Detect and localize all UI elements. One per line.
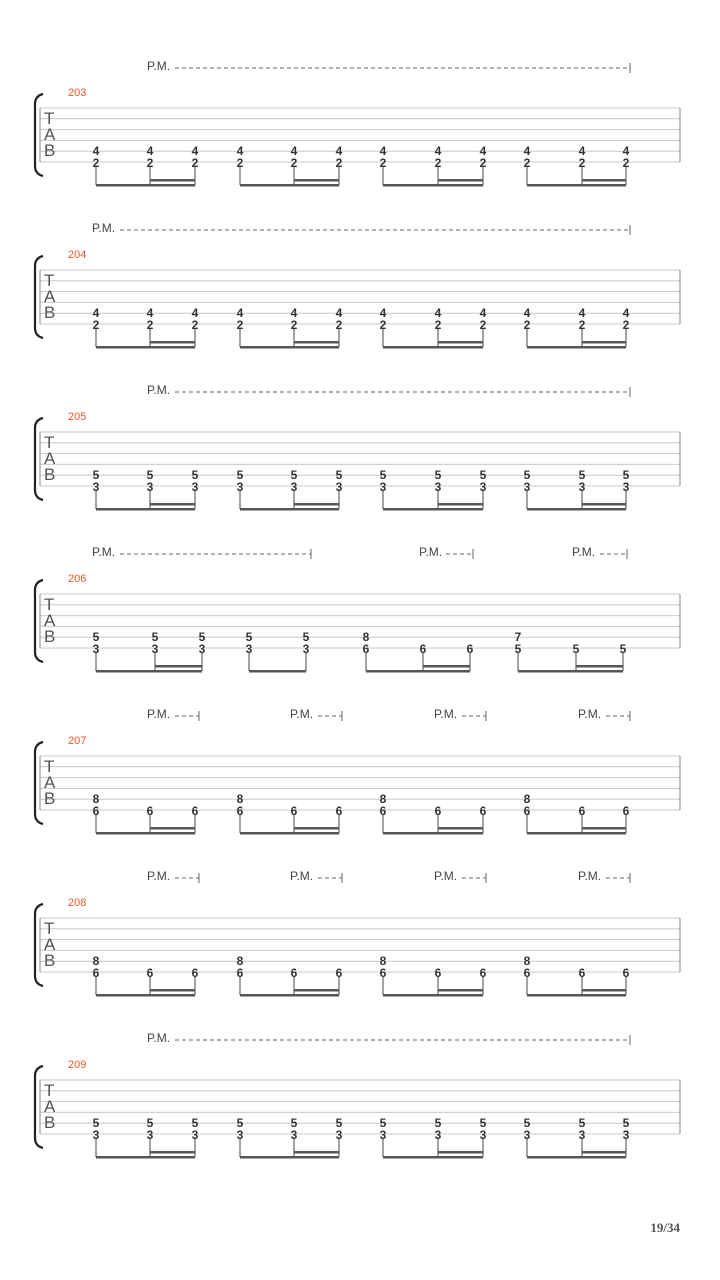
fret-number: 3 xyxy=(92,642,100,656)
fret-number: 8 xyxy=(236,954,244,969)
fret-number: 2 xyxy=(523,318,531,332)
fret-number: 6 xyxy=(335,804,343,818)
fret-number: 6 xyxy=(236,966,244,980)
fret-number: 3 xyxy=(434,1128,442,1142)
fret-number: 3 xyxy=(379,480,387,494)
fret-number: 4 xyxy=(290,306,298,321)
eighth-beam xyxy=(383,508,483,511)
palm-mute-label: P.M. xyxy=(147,707,171,721)
fret-number: 2 xyxy=(191,156,199,170)
sixteenth-beam xyxy=(294,1151,339,1154)
fret-number: 4 xyxy=(622,144,630,159)
fret-number: 3 xyxy=(578,480,586,494)
palm-mute-label: P.M. xyxy=(419,545,443,559)
fret-number: 6 xyxy=(191,804,199,818)
eighth-beam xyxy=(383,832,483,835)
fret-number: 4 xyxy=(434,144,442,159)
eighth-beam xyxy=(96,832,195,835)
eighth-beam xyxy=(383,994,483,997)
measure-number: 207 xyxy=(68,735,87,747)
fret-number: 2 xyxy=(290,156,298,170)
fret-number: 6 xyxy=(434,804,442,818)
fret-number: 3 xyxy=(290,480,298,494)
fret-number: 2 xyxy=(622,156,630,170)
fret-number: 6 xyxy=(92,966,100,980)
fret-number: 5 xyxy=(236,468,244,483)
fret-number: 5 xyxy=(514,642,522,656)
palm-mute-label: P.M. xyxy=(147,59,171,73)
fret-number: 4 xyxy=(379,144,387,159)
fret-number: 2 xyxy=(434,318,442,332)
fret-number: 4 xyxy=(191,306,199,321)
fret-number: 6 xyxy=(578,966,586,980)
fret-number: 5 xyxy=(479,468,487,483)
tab-clef-letter: A xyxy=(44,1097,56,1116)
system-bracket xyxy=(35,580,43,662)
fret-number: 3 xyxy=(191,480,199,494)
tab-clef-letter: T xyxy=(44,1081,55,1100)
palm-mute-label: P.M. xyxy=(92,221,116,235)
eighth-beam xyxy=(240,1156,339,1159)
fret-number: 6 xyxy=(622,966,630,980)
fret-number: 4 xyxy=(146,306,154,321)
palm-mute-label: P.M. xyxy=(92,545,116,559)
fret-number: 2 xyxy=(236,318,244,332)
fret-number: 5 xyxy=(578,1116,586,1131)
tab-clef-letter: T xyxy=(44,109,55,128)
sixteenth-beam xyxy=(155,665,202,668)
system-bracket xyxy=(35,1066,43,1148)
fret-number: 4 xyxy=(236,144,244,159)
fret-number: 3 xyxy=(479,480,487,494)
eighth-beam xyxy=(96,670,202,673)
fret-number: 2 xyxy=(191,318,199,332)
fret-number: 4 xyxy=(523,144,531,159)
sixteenth-beam xyxy=(438,1151,483,1154)
palm-mute-label: P.M. xyxy=(147,869,171,883)
fret-number: 2 xyxy=(146,156,154,170)
sixteenth-beam xyxy=(582,341,626,344)
sixteenth-beam xyxy=(150,503,195,506)
fret-number: 3 xyxy=(335,1128,343,1142)
fret-number: 2 xyxy=(434,156,442,170)
fret-number: 3 xyxy=(523,1128,531,1142)
fret-number: 2 xyxy=(379,318,387,332)
tab-clef-letter: A xyxy=(44,773,56,792)
tab-clef-letter: B xyxy=(44,1113,56,1132)
fret-number: 6 xyxy=(379,966,387,980)
sixteenth-beam xyxy=(438,989,483,992)
tab-clef-letter: B xyxy=(44,951,56,970)
fret-number: 6 xyxy=(578,804,586,818)
fret-number: 4 xyxy=(335,306,343,321)
sixteenth-beam xyxy=(294,989,339,992)
fret-number: 3 xyxy=(302,642,310,656)
sixteenth-beam xyxy=(150,1151,195,1154)
fret-number: 6 xyxy=(146,966,154,980)
fret-number: 5 xyxy=(622,468,630,483)
fret-number: 3 xyxy=(198,642,206,656)
fret-number: 5 xyxy=(302,630,310,645)
measure-number: 208 xyxy=(68,897,87,909)
fret-number: 8 xyxy=(236,792,244,807)
fret-number: 8 xyxy=(92,954,100,969)
tab-clef-letter: A xyxy=(44,287,56,306)
fret-number: 5 xyxy=(523,1116,531,1131)
sixteenth-beam xyxy=(576,665,623,668)
measure-number: 206 xyxy=(68,573,87,585)
fret-number: 3 xyxy=(379,1128,387,1142)
fret-number: 6 xyxy=(236,804,244,818)
sixteenth-beam xyxy=(294,179,339,182)
fret-number: 5 xyxy=(290,468,298,483)
fret-number: 2 xyxy=(92,318,100,332)
sixteenth-beam xyxy=(582,1151,626,1154)
fret-number: 2 xyxy=(379,156,387,170)
fret-number: 4 xyxy=(479,144,487,159)
fret-number: 3 xyxy=(245,642,253,656)
fret-number: 5 xyxy=(191,468,199,483)
page-number: 19/34 xyxy=(650,1220,680,1235)
fret-number: 5 xyxy=(434,1116,442,1131)
tab-clef-letter: T xyxy=(44,433,55,452)
fret-number: 5 xyxy=(191,1116,199,1131)
palm-mute-label: P.M. xyxy=(147,1031,171,1045)
palm-mute-label: P.M. xyxy=(578,869,602,883)
system-bracket xyxy=(35,94,43,176)
fret-number: 3 xyxy=(191,1128,199,1142)
fret-number: 6 xyxy=(379,804,387,818)
fret-number: 4 xyxy=(146,144,154,159)
eighth-beam xyxy=(527,832,626,835)
fret-number: 2 xyxy=(92,156,100,170)
eighth-beam xyxy=(96,994,195,997)
eighth-beam xyxy=(527,346,626,349)
fret-number: 7 xyxy=(514,630,522,645)
fret-number: 4 xyxy=(578,306,586,321)
fret-number: 3 xyxy=(151,642,159,656)
system-bracket xyxy=(35,904,43,986)
fret-number: 8 xyxy=(362,630,370,645)
fret-number: 6 xyxy=(479,804,487,818)
eighth-beam xyxy=(96,346,195,349)
fret-number: 6 xyxy=(419,642,427,656)
fret-number: 3 xyxy=(479,1128,487,1142)
fret-number: 6 xyxy=(362,642,370,656)
fret-number: 4 xyxy=(236,306,244,321)
fret-number: 6 xyxy=(290,966,298,980)
fret-number: 5 xyxy=(92,630,100,645)
fret-number: 2 xyxy=(622,318,630,332)
fret-number: 8 xyxy=(379,792,387,807)
fret-number: 3 xyxy=(434,480,442,494)
tab-clef-letter: B xyxy=(44,627,56,646)
fret-number: 2 xyxy=(335,156,343,170)
fret-number: 5 xyxy=(622,1116,630,1131)
fret-number: 4 xyxy=(92,144,100,159)
fret-number: 3 xyxy=(92,480,100,494)
fret-number: 3 xyxy=(236,1128,244,1142)
palm-mute-label: P.M. xyxy=(434,707,458,721)
fret-number: 8 xyxy=(523,954,531,969)
fret-number: 5 xyxy=(619,642,627,656)
fret-number: 6 xyxy=(290,804,298,818)
sixteenth-beam xyxy=(150,341,195,344)
system-bracket xyxy=(35,256,43,338)
eighth-beam xyxy=(383,346,483,349)
sixteenth-beam xyxy=(438,827,483,830)
fret-number: 3 xyxy=(578,1128,586,1142)
sixteenth-beam xyxy=(582,179,626,182)
fret-number: 3 xyxy=(622,480,630,494)
palm-mute-label: P.M. xyxy=(290,707,314,721)
measure-number: 203 xyxy=(68,87,87,99)
sixteenth-beam xyxy=(150,179,195,182)
fret-number: 6 xyxy=(622,804,630,818)
eighth-beam xyxy=(96,184,195,187)
sixteenth-beam xyxy=(150,989,195,992)
fret-number: 3 xyxy=(92,1128,100,1142)
fret-number: 8 xyxy=(523,792,531,807)
palm-mute-label: P.M. xyxy=(578,707,602,721)
tab-clef-letter: T xyxy=(44,757,55,776)
sixteenth-beam xyxy=(294,503,339,506)
eighth-beam xyxy=(527,994,626,997)
fret-number: 5 xyxy=(572,642,580,656)
fret-number: 2 xyxy=(290,318,298,332)
eighth-beam xyxy=(527,184,626,187)
fret-number: 2 xyxy=(146,318,154,332)
fret-number: 2 xyxy=(236,156,244,170)
fret-number: 5 xyxy=(92,1116,100,1131)
fret-number: 8 xyxy=(379,954,387,969)
fret-number: 5 xyxy=(245,630,253,645)
tab-clef-letter: T xyxy=(44,595,55,614)
fret-number: 2 xyxy=(335,318,343,332)
sixteenth-beam xyxy=(438,503,483,506)
fret-number: 4 xyxy=(622,306,630,321)
fret-number: 5 xyxy=(523,468,531,483)
fret-number: 4 xyxy=(290,144,298,159)
eighth-beam xyxy=(96,1156,195,1159)
eighth-beam xyxy=(527,508,626,511)
fret-number: 2 xyxy=(523,156,531,170)
palm-mute-label: P.M. xyxy=(434,869,458,883)
fret-number: 6 xyxy=(335,966,343,980)
fret-number: 5 xyxy=(146,1116,154,1131)
eighth-beam xyxy=(240,508,339,511)
fret-number: 6 xyxy=(146,804,154,818)
palm-mute-label: P.M. xyxy=(290,869,314,883)
fret-number: 4 xyxy=(479,306,487,321)
fret-number: 2 xyxy=(578,156,586,170)
fret-number: 6 xyxy=(479,966,487,980)
fret-number: 4 xyxy=(335,144,343,159)
fret-number: 6 xyxy=(523,804,531,818)
tab-clef-letter: B xyxy=(44,141,56,160)
fret-number: 4 xyxy=(92,306,100,321)
fret-number: 5 xyxy=(379,468,387,483)
measure-number: 209 xyxy=(68,1059,87,1071)
tab-clef-letter: B xyxy=(44,465,56,484)
eighth-beam xyxy=(240,184,339,187)
sixteenth-beam xyxy=(423,665,470,668)
system-bracket xyxy=(35,742,43,824)
eighth-beam xyxy=(527,1156,626,1159)
tab-clef-letter: T xyxy=(44,271,55,290)
fret-number: 5 xyxy=(379,1116,387,1131)
measure-number: 205 xyxy=(68,411,87,423)
fret-number: 2 xyxy=(479,156,487,170)
eighth-beam xyxy=(240,994,339,997)
fret-number: 5 xyxy=(198,630,206,645)
tab-clef-letter: B xyxy=(44,789,56,808)
sixteenth-beam xyxy=(438,341,483,344)
system-bracket xyxy=(35,418,43,500)
tab-clef-letter: A xyxy=(44,125,56,144)
sixteenth-beam xyxy=(582,827,626,830)
fret-number: 4 xyxy=(578,144,586,159)
fret-number: 5 xyxy=(151,630,159,645)
fret-number: 5 xyxy=(479,1116,487,1131)
fret-number: 3 xyxy=(523,480,531,494)
palm-mute-label: P.M. xyxy=(147,383,171,397)
fret-number: 5 xyxy=(335,468,343,483)
fret-number: 4 xyxy=(191,144,199,159)
fret-number: 4 xyxy=(434,306,442,321)
eighth-beam xyxy=(240,346,339,349)
fret-number: 4 xyxy=(523,306,531,321)
fret-number: 3 xyxy=(335,480,343,494)
sixteenth-beam xyxy=(150,827,195,830)
sixteenth-beam xyxy=(294,341,339,344)
fret-number: 5 xyxy=(434,468,442,483)
sixteenth-beam xyxy=(582,989,626,992)
fret-number: 5 xyxy=(335,1116,343,1131)
sixteenth-beam xyxy=(294,827,339,830)
eighth-beam xyxy=(366,670,470,673)
eighth-beam xyxy=(383,184,483,187)
tab-clef-letter: B xyxy=(44,303,56,322)
fret-number: 2 xyxy=(479,318,487,332)
eighth-beam xyxy=(249,670,306,673)
fret-number: 4 xyxy=(379,306,387,321)
fret-number: 6 xyxy=(523,966,531,980)
eighth-beam xyxy=(518,670,623,673)
eighth-beam xyxy=(240,832,339,835)
tab-clef-letter: A xyxy=(44,611,56,630)
eighth-beam xyxy=(383,1156,483,1159)
fret-number: 3 xyxy=(146,1128,154,1142)
tab-clef-letter: A xyxy=(44,449,56,468)
fret-number: 6 xyxy=(466,642,474,656)
fret-number: 5 xyxy=(236,1116,244,1131)
palm-mute-label: P.M. xyxy=(572,545,596,559)
eighth-beam xyxy=(96,508,195,511)
measure-number: 204 xyxy=(68,249,87,261)
sixteenth-beam xyxy=(582,503,626,506)
tab-clef-letter: T xyxy=(44,919,55,938)
fret-number: 8 xyxy=(92,792,100,807)
tab-clef-letter: A xyxy=(44,935,56,954)
fret-number: 3 xyxy=(146,480,154,494)
fret-number: 3 xyxy=(236,480,244,494)
fret-number: 5 xyxy=(146,468,154,483)
fret-number: 2 xyxy=(578,318,586,332)
fret-number: 6 xyxy=(92,804,100,818)
fret-number: 6 xyxy=(191,966,199,980)
fret-number: 3 xyxy=(290,1128,298,1142)
fret-number: 5 xyxy=(92,468,100,483)
sixteenth-beam xyxy=(438,179,483,182)
fret-number: 6 xyxy=(434,966,442,980)
fret-number: 5 xyxy=(578,468,586,483)
fret-number: 3 xyxy=(622,1128,630,1142)
fret-number: 5 xyxy=(290,1116,298,1131)
